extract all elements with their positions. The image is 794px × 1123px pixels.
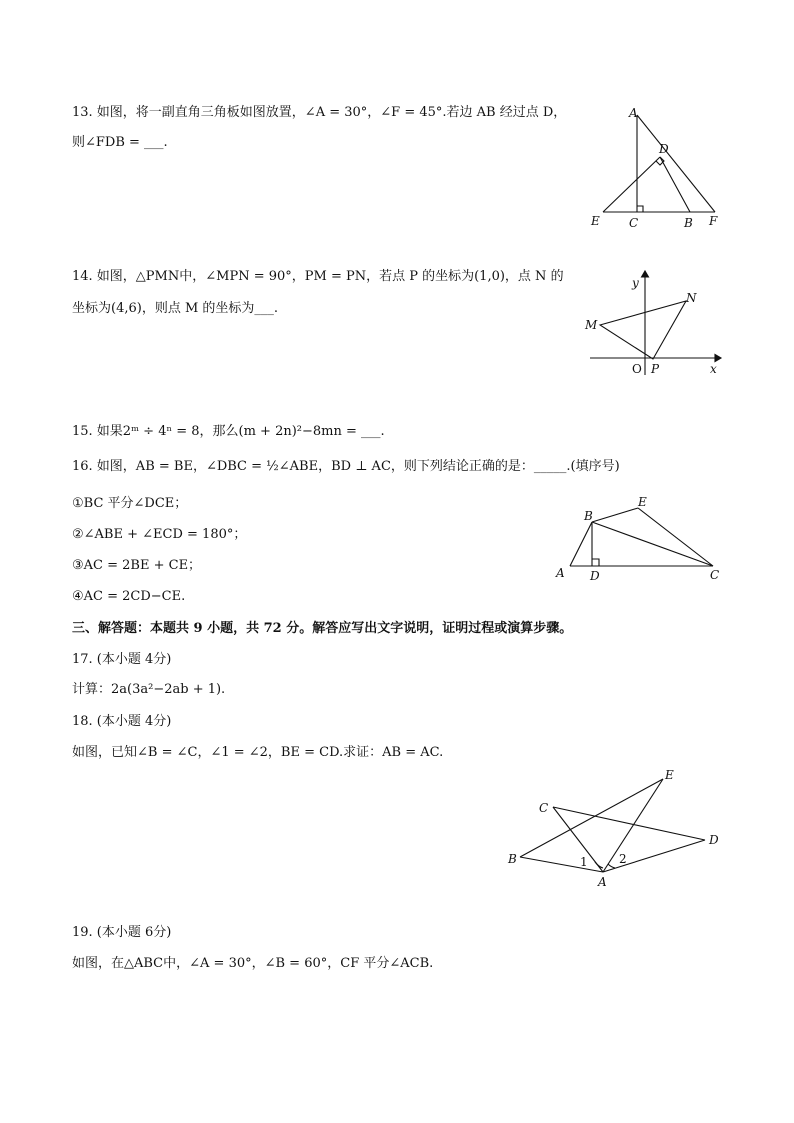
q16-label-A: A [556,566,565,580]
q18-title: 18. (本小题 4分) [72,714,172,729]
q16-segment-BC [592,522,713,566]
q16-label-B: B [584,509,593,523]
q16-segment-BE [592,508,638,522]
q14-label-x: x [710,362,717,376]
q14-label-M: M [585,318,598,332]
q16-option-1: ①BC 平分∠DCE； [72,496,188,511]
q14-line2: 坐标为(4,6)，则点 M 的坐标为___. [72,301,279,316]
q13-segment-AF [637,115,715,212]
q16-label-C: C [710,568,720,582]
q13-line2: 则∠FDB = ___. [72,135,168,150]
q14-label-N: N [686,291,697,305]
q14-label-P: P [651,362,660,376]
q18-figure [505,765,725,890]
q16-line1: 16. 如图，AB = BE，∠DBC = ½∠ABE，BD ⊥ AC，则下列结论正确的是：_____.(填序号) [72,459,620,474]
q18-segment-BE [520,779,663,857]
q17-title: 17. (本小题 4分) [72,652,172,667]
q14-x-arrow [715,355,721,362]
q18-label-E: E [665,768,674,782]
q18-body: 如图，已知∠B = ∠C，∠1 = ∠2，BE = CD.求证：AB = AC. [72,745,444,760]
q13-label-A: A [629,106,638,120]
q17-body: 计算：2a(3a²−2ab + 1). [72,682,226,697]
q16-figure [550,495,730,590]
q16-right-angle-D [592,559,599,566]
q13-label-B: B [684,216,693,230]
q13-label-C: C [629,216,639,230]
q16-option-2: ②∠ABE + ∠ECD = 180°； [72,527,247,542]
q18-label-D: D [709,833,719,847]
q14-triangle-MPN [600,301,686,359]
q18-label-A: A [598,875,607,889]
q18-segment-CD [553,807,705,840]
q13-figure [585,105,735,235]
q18-label-B: B [508,852,517,866]
q19-title: 19. (本小题 6分) [72,925,172,940]
q16-label-E: E [638,495,647,509]
q18-segment-AE [603,779,663,872]
q13-segment-ED [603,157,660,212]
q14-line1: 14. 如图，△PMN中，∠MPN = 90°，PM = PN，若点 P 的坐标为(1,0)，点 N 的 [72,269,564,284]
q18-label-1: 1 [580,855,588,869]
q16-segment-EC [638,508,713,566]
q13-label-E: E [591,214,600,228]
q15-line1: 15. 如果2ᵐ ÷ 4ⁿ = 8，那么(m + 2n)²−8mn = ___. [72,424,385,439]
q14-label-y: y [632,276,639,290]
q16-label-D: D [590,569,600,583]
q14-y-arrow [642,271,649,277]
q14-figure [580,265,730,380]
section3-heading: 三、解答题：本题共 9 小题，共 72 分。解答应写出文字说明，证明过程或演算步骤。 [72,621,573,636]
q16-option-3: ③AC = 2BE + CE； [72,558,202,573]
q16-segment-AB [570,522,592,566]
q18-angle-2-arc [608,864,615,868]
q19-body: 如图，在△ABC中，∠A = 30°，∠B = 60°，CF 平分∠ACB. [72,956,434,971]
q18-label-2: 2 [619,852,627,866]
q18-label-C: C [539,801,549,815]
q16-option-4: ④AC = 2CD−CE. [72,589,186,604]
q13-line1: 13. 如图，将一副直角三角板如图放置，∠A = 30°，∠F = 45°.若边 AB 经过点 D， [72,105,567,120]
q14-label-O: O [632,362,642,376]
q18-segment-BA [520,857,603,872]
q13-segment-DB [660,157,690,212]
q13-right-angle-C [637,206,643,212]
q13-label-F: F [709,214,718,228]
q13-label-D: D [659,142,669,156]
